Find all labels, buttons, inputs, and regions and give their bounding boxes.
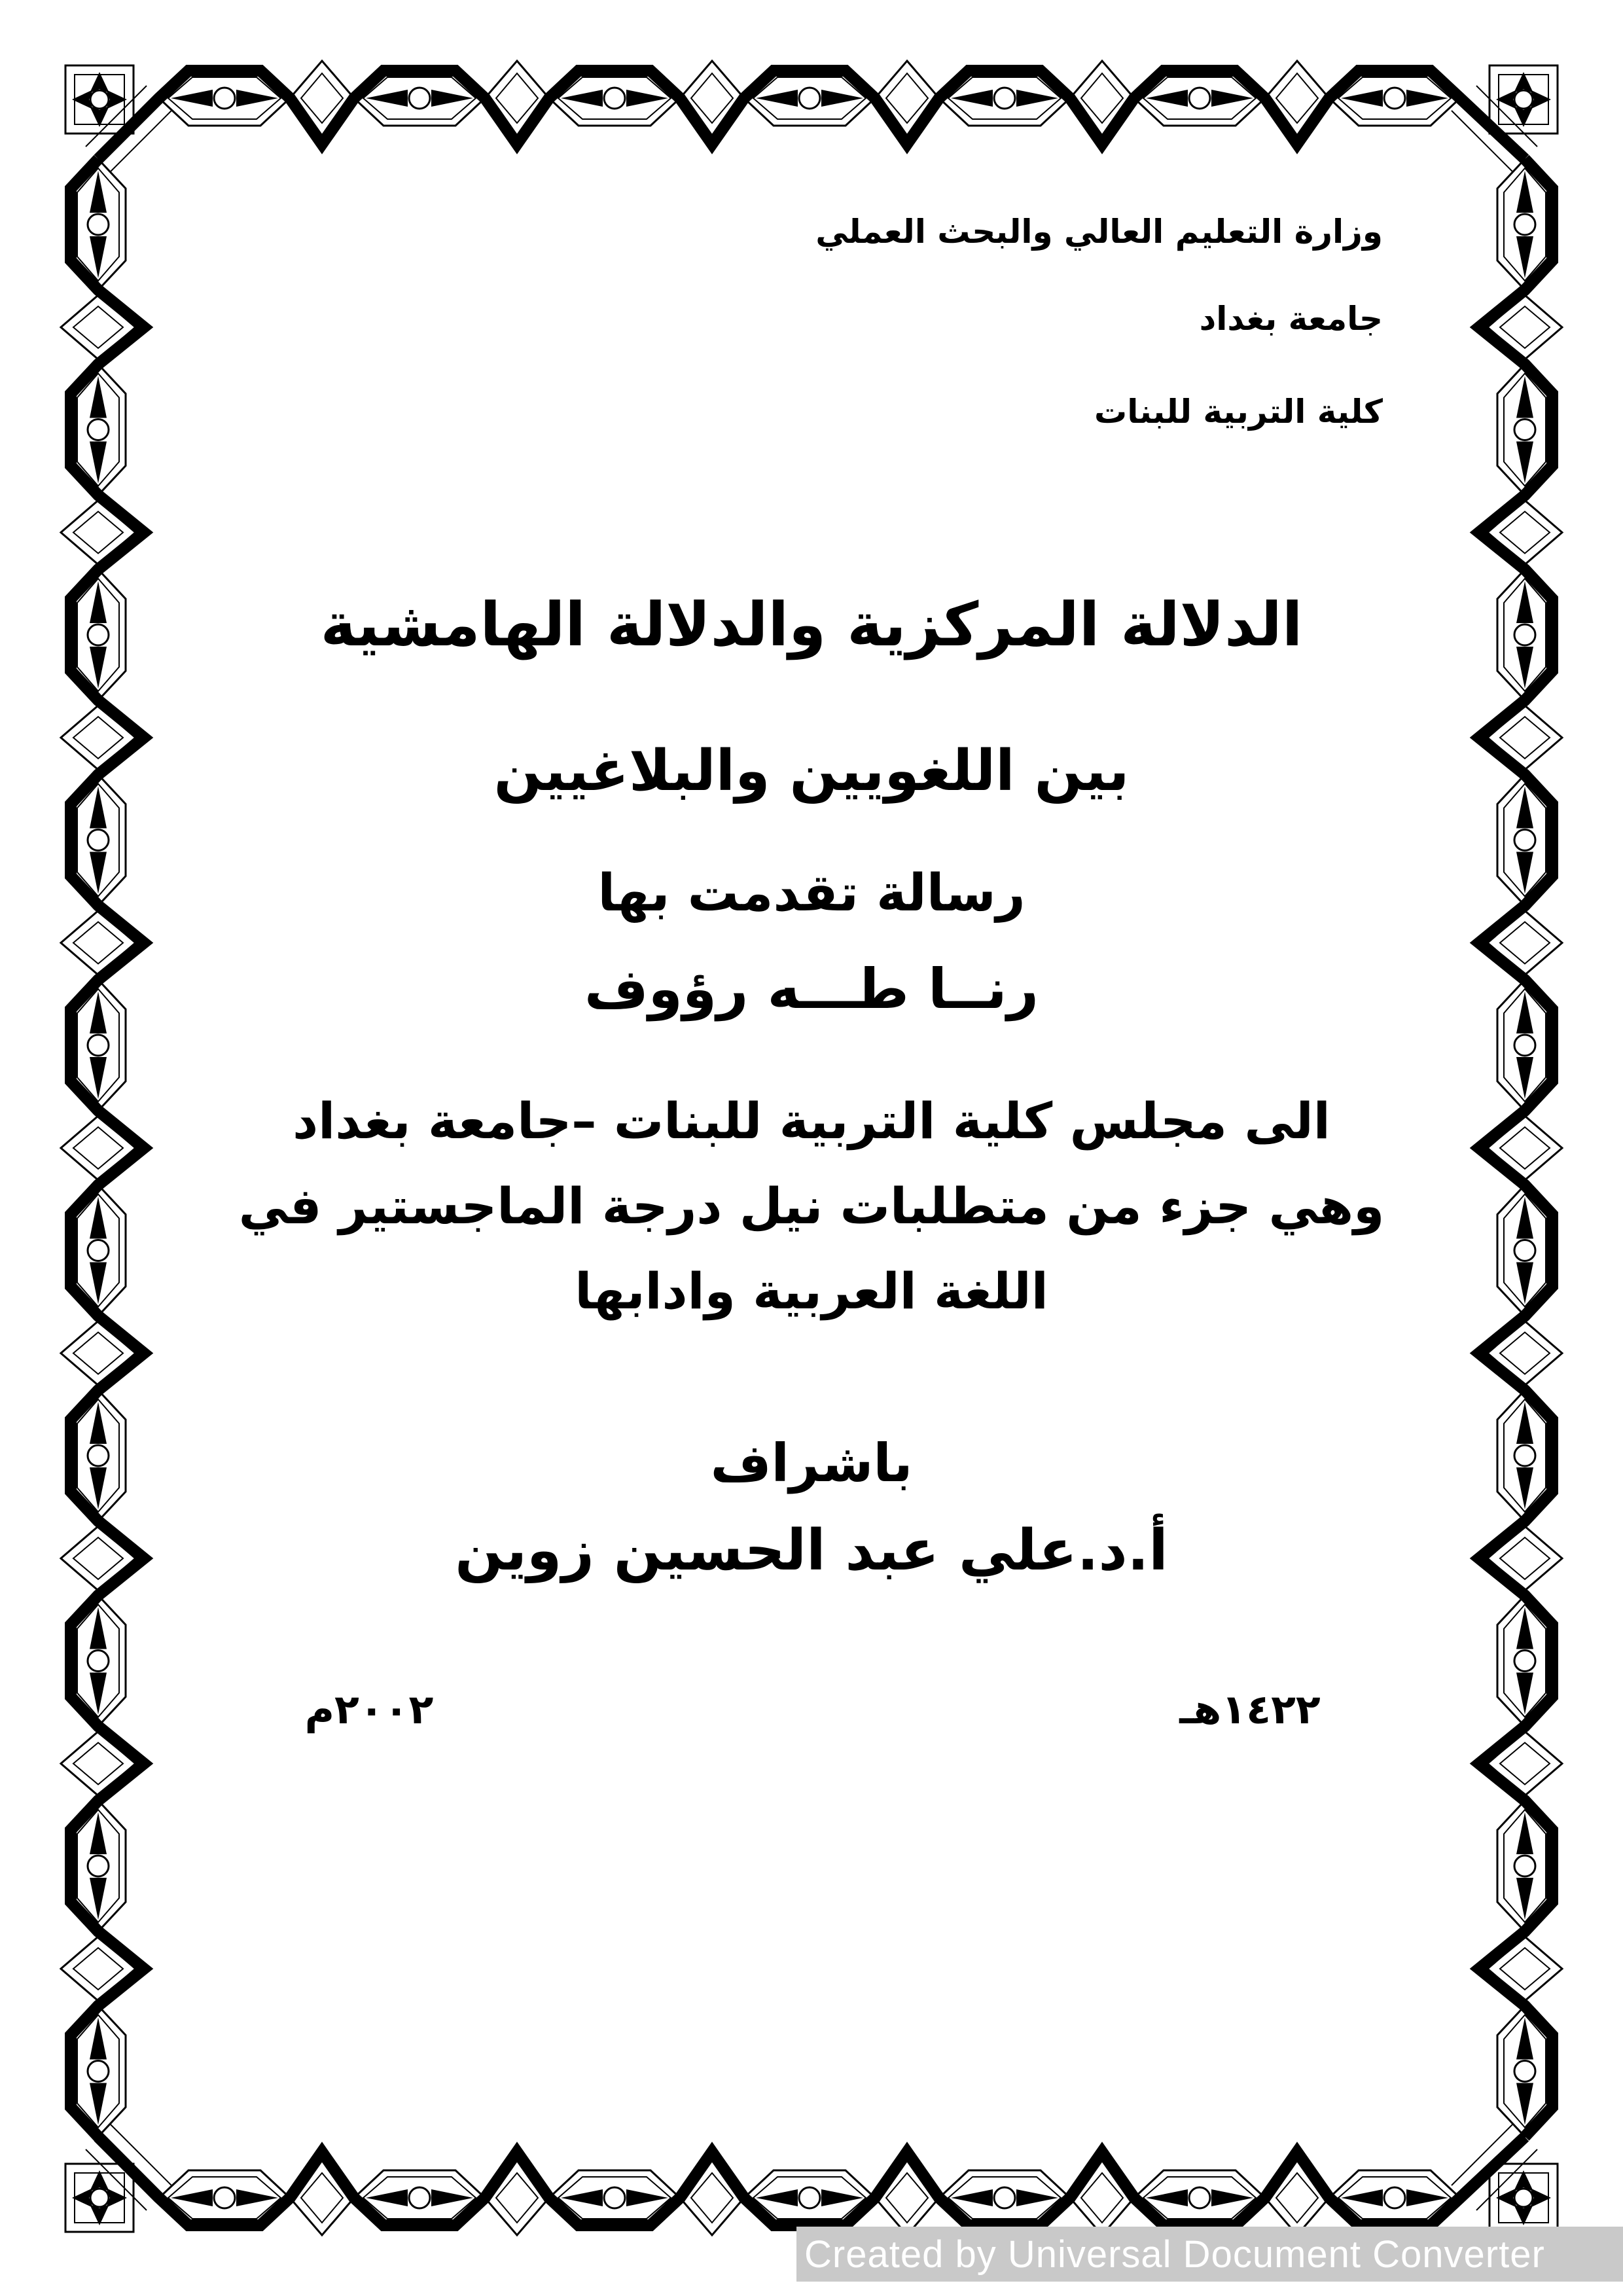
watermark-bar (796, 2227, 1623, 2282)
thesis-intro-line: رسالة تقدمت بها (597, 864, 1026, 923)
thesis-title-line2: بين اللغويين والبلاغيين (493, 738, 1130, 804)
supervisor-name: أ.د.علي عبد الحسين زوين (455, 1518, 1168, 1583)
watermark-text: Created by Universal Document Converter (804, 2233, 1545, 2276)
gregorian-date: ٢٠٠٢م (304, 1685, 434, 1733)
council-statement-line2: وهي جزء من متطلبات نيل درجة الماجستير في (238, 1177, 1385, 1235)
thesis-title-line1: الدلالة المركزية والدلالة الهامشية (320, 590, 1303, 660)
council-statement-line1: الى مجلس كلية التربية للبنات –جامعة بغداد (293, 1092, 1330, 1150)
supervision-label: باشراف (710, 1433, 913, 1494)
ministry-name: وزارة التعليم العالي والبحث العملي (815, 213, 1383, 251)
hijri-date: ١٤٢٢هـ (1179, 1685, 1321, 1733)
council-statement-line3: اللغة العربية وادابها (575, 1262, 1048, 1320)
author-name: رنــا طـــه رؤوف (584, 957, 1039, 1021)
university-name: جامعة بغداد (1199, 300, 1383, 338)
college-name: كلية التربية للبنات (1094, 393, 1383, 431)
